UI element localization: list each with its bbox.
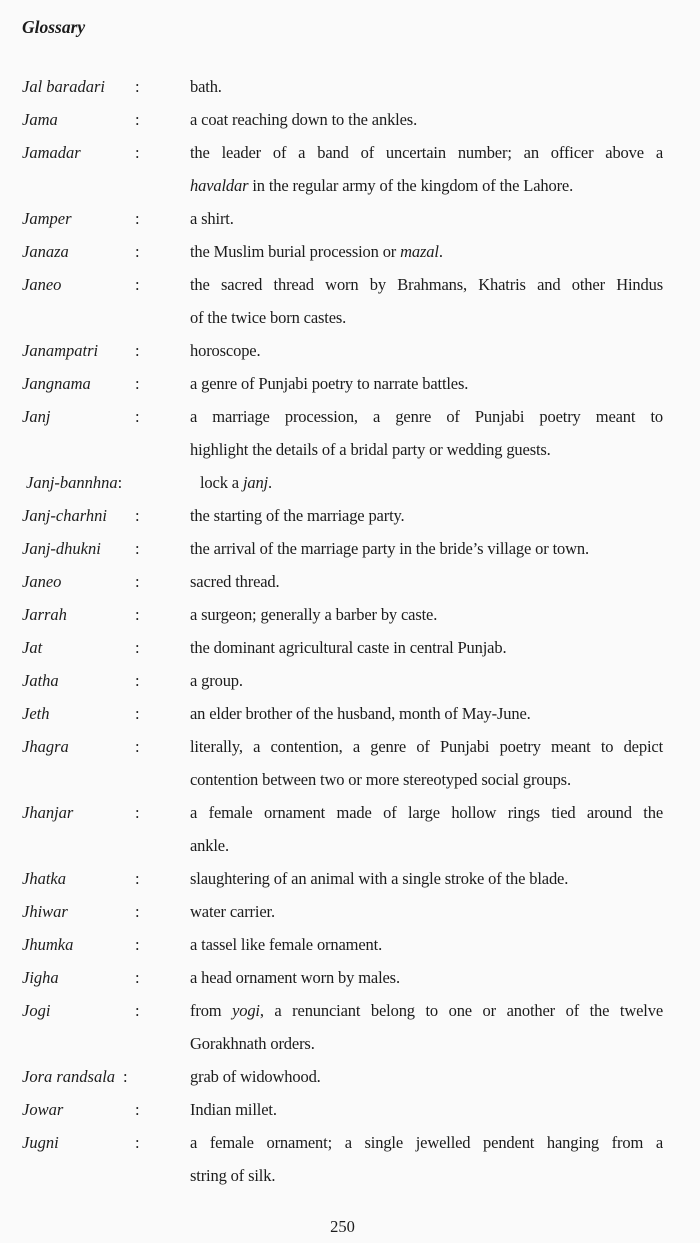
glossary-term: Janaza xyxy=(22,242,69,261)
colon-separator: : xyxy=(135,935,140,954)
glossary-term: Jat xyxy=(22,638,43,657)
glossary-entry-row xyxy=(22,235,663,268)
glossary-term: Janeo xyxy=(22,275,62,294)
glossary-definition xyxy=(190,928,663,961)
glossary-entries xyxy=(22,70,663,1192)
definition-line: bath. xyxy=(190,77,222,96)
definition-line: a group. xyxy=(190,671,243,690)
colon-separator: : xyxy=(135,605,140,624)
glossary-entry-row xyxy=(22,499,663,532)
glossary-term: Janj-charhni xyxy=(22,506,107,525)
glossary-definition xyxy=(190,400,663,466)
colon-separator: : xyxy=(135,704,140,723)
glossary-entry-row xyxy=(22,1126,663,1192)
glossary-term: Jhatka xyxy=(22,869,66,888)
colon-separator: : xyxy=(135,737,140,756)
colon-separator: : xyxy=(135,1001,140,1020)
glossary-definition xyxy=(190,565,663,598)
glossary-definition xyxy=(190,136,663,202)
page-number: 250 xyxy=(330,1217,355,1236)
glossary-term: Jugni xyxy=(22,1133,59,1152)
glossary-entry-row xyxy=(22,961,663,994)
glossary-term: Janj xyxy=(22,407,51,426)
glossary-definition xyxy=(190,697,663,730)
colon-separator: : xyxy=(135,539,140,558)
definition-line: string of silk. xyxy=(190,1166,276,1185)
glossary-definition xyxy=(190,334,663,367)
glossary-definition xyxy=(190,664,663,697)
definition-line: Indian millet. xyxy=(190,1100,277,1119)
definition-line: a female ornament; a single jewelled pendent hanging from a xyxy=(190,1133,663,1152)
glossary-term: Jhanjar xyxy=(22,803,74,822)
glossary-term: Jhiwar xyxy=(22,902,68,921)
definition-line: the dominant agricultural caste in central Punjab. xyxy=(190,638,507,657)
glossary-definition xyxy=(190,1060,663,1093)
colon-separator: : xyxy=(135,572,140,591)
glossary-term: Jhagra xyxy=(22,737,69,756)
glossary-entry-row xyxy=(22,796,663,862)
glossary-entry-row xyxy=(22,730,663,796)
definition-line: a genre of Punjabi poetry to narrate battles. xyxy=(190,374,469,393)
glossary-definition xyxy=(190,70,663,103)
definition-line: havaldar in the regular army of the kingdom of the Lahore. xyxy=(190,176,574,195)
glossary-term: Janeo xyxy=(22,572,62,591)
page-title: Glossary xyxy=(22,17,86,37)
glossary-entry-row xyxy=(22,70,663,103)
colon-separator: : xyxy=(135,506,140,525)
glossary-definition xyxy=(190,631,663,664)
glossary-entry-row xyxy=(22,895,663,928)
definition-line: the arrival of the marriage party in the bride’s village or town. xyxy=(190,539,589,558)
glossary-definition xyxy=(190,268,663,334)
colon-separator: : xyxy=(135,77,140,96)
glossary-term: Janj-dhukni xyxy=(22,539,101,558)
glossary-term: Jhumka xyxy=(22,935,74,954)
definition-line: a marriage procession, a genre of Punjabi poetry meant to xyxy=(190,407,663,426)
colon-separator: : xyxy=(135,803,140,822)
glossary-entry-row xyxy=(22,1060,663,1093)
glossary-definition xyxy=(190,103,663,136)
definition-line: ankle. xyxy=(190,836,229,855)
colon-separator: : xyxy=(135,110,140,129)
glossary-term: Jal baradari xyxy=(22,77,105,96)
colon-separator: : xyxy=(135,407,140,426)
definition-line: the starting of the marriage party. xyxy=(190,506,405,525)
glossary-definition xyxy=(190,796,663,862)
definition-line: the leader of a band of uncertain number; an officer above a xyxy=(190,143,663,162)
glossary-entry-row xyxy=(22,532,663,565)
glossary-definition xyxy=(190,895,663,928)
glossary-term: Jarrah xyxy=(22,605,67,624)
glossary-entry-row xyxy=(22,367,663,400)
colon-separator: : xyxy=(135,143,140,162)
glossary-entry-row xyxy=(22,994,663,1060)
glossary-entry-row xyxy=(22,103,663,136)
glossary-definition xyxy=(190,1126,663,1192)
colon-separator: : xyxy=(135,1100,140,1119)
definition-line: a coat reaching down to the ankles. xyxy=(190,110,418,129)
glossary-definition xyxy=(190,235,663,268)
glossary-definition xyxy=(190,466,663,499)
definition-line: the Muslim burial procession or mazal. xyxy=(190,242,443,261)
glossary-entry-row xyxy=(22,697,663,730)
glossary-entry-row xyxy=(22,1093,663,1126)
definition-line: a shirt. xyxy=(190,209,234,228)
glossary-definition xyxy=(190,1093,663,1126)
glossary-term: Janj-bannhna: xyxy=(26,473,123,492)
colon-separator: : xyxy=(135,275,140,294)
definition-line: horoscope. xyxy=(190,341,261,360)
glossary-entry-row xyxy=(22,202,663,235)
glossary-term: Jamper xyxy=(22,209,72,228)
definition-line: highlight the details of a bridal party or wedding guests. xyxy=(190,440,551,459)
definition-line: a surgeon; generally a barber by caste. xyxy=(190,605,438,624)
colon-separator: : xyxy=(135,374,140,393)
glossary-definition xyxy=(190,961,663,994)
glossary-entry-row xyxy=(22,334,663,367)
definition-line: sacred thread. xyxy=(190,572,280,591)
colon-separator: : xyxy=(135,638,140,657)
definition-line: a tassel like female ornament. xyxy=(190,935,383,954)
glossary-definition xyxy=(190,367,663,400)
glossary-entry-row xyxy=(22,565,663,598)
glossary-entry-row xyxy=(22,268,663,334)
glossary-entry-row xyxy=(22,466,663,499)
definition-line: a head ornament worn by males. xyxy=(190,968,400,987)
glossary-term: Jatha xyxy=(22,671,59,690)
definition-line: Gorakhnath orders. xyxy=(190,1034,315,1053)
glossary-definition xyxy=(190,598,663,631)
glossary-term: Jama xyxy=(22,110,58,129)
colon-separator: : xyxy=(135,242,140,261)
colon-separator: : xyxy=(135,968,140,987)
colon-separator: : xyxy=(135,902,140,921)
definition-line: a female ornament made of large hollow rings tied around the xyxy=(190,803,663,822)
glossary-entry-row xyxy=(22,136,663,202)
glossary-term: Jigha xyxy=(22,968,59,987)
definition-line: from yogi, a renunciant belong to one or another of the twelve xyxy=(190,1001,663,1020)
definition-line: slaughtering of an animal with a single stroke of the blade. xyxy=(190,869,569,888)
definition-line: lock a janj. xyxy=(200,473,272,492)
glossary-entry-row xyxy=(22,862,663,895)
glossary-term: Jangnama xyxy=(22,374,91,393)
glossary-term: Jamadar xyxy=(22,143,81,162)
colon-separator: : xyxy=(135,209,140,228)
definition-line: an elder brother of the husband, month of May-June. xyxy=(190,704,531,723)
glossary-entry-row xyxy=(22,400,663,466)
glossary-term: Jeth xyxy=(22,704,50,723)
colon-separator: : xyxy=(135,869,140,888)
definition-line: literally, a contention, a genre of Punjabi poetry meant to depict xyxy=(190,737,663,756)
glossary-definition xyxy=(190,202,663,235)
glossary-entry-row xyxy=(22,664,663,697)
glossary-term: Janampatri xyxy=(22,341,99,360)
glossary-entry-row xyxy=(22,598,663,631)
glossary-term: Jowar xyxy=(22,1100,64,1119)
glossary-term: Jogi xyxy=(22,1001,51,1020)
definition-line: water carrier. xyxy=(190,902,275,921)
glossary-definition xyxy=(190,994,663,1060)
glossary-definition xyxy=(190,730,663,796)
definition-line: contention between two or more stereotyped social groups. xyxy=(190,770,571,789)
glossary-definition xyxy=(190,532,663,565)
definition-line: grab of widowhood. xyxy=(190,1067,321,1086)
glossary-term: Jora randsala : xyxy=(22,1067,128,1086)
colon-separator: : xyxy=(135,671,140,690)
glossary-entry-row xyxy=(22,928,663,961)
colon-separator: : xyxy=(135,1133,140,1152)
glossary-entry-row xyxy=(22,631,663,664)
colon-separator: : xyxy=(135,341,140,360)
definition-line: the sacred thread worn by Brahmans, Khatris and other Hindus xyxy=(190,275,663,294)
definition-line: of the twice born castes. xyxy=(190,308,347,327)
glossary-definition xyxy=(190,499,663,532)
glossary-definition xyxy=(190,862,663,895)
